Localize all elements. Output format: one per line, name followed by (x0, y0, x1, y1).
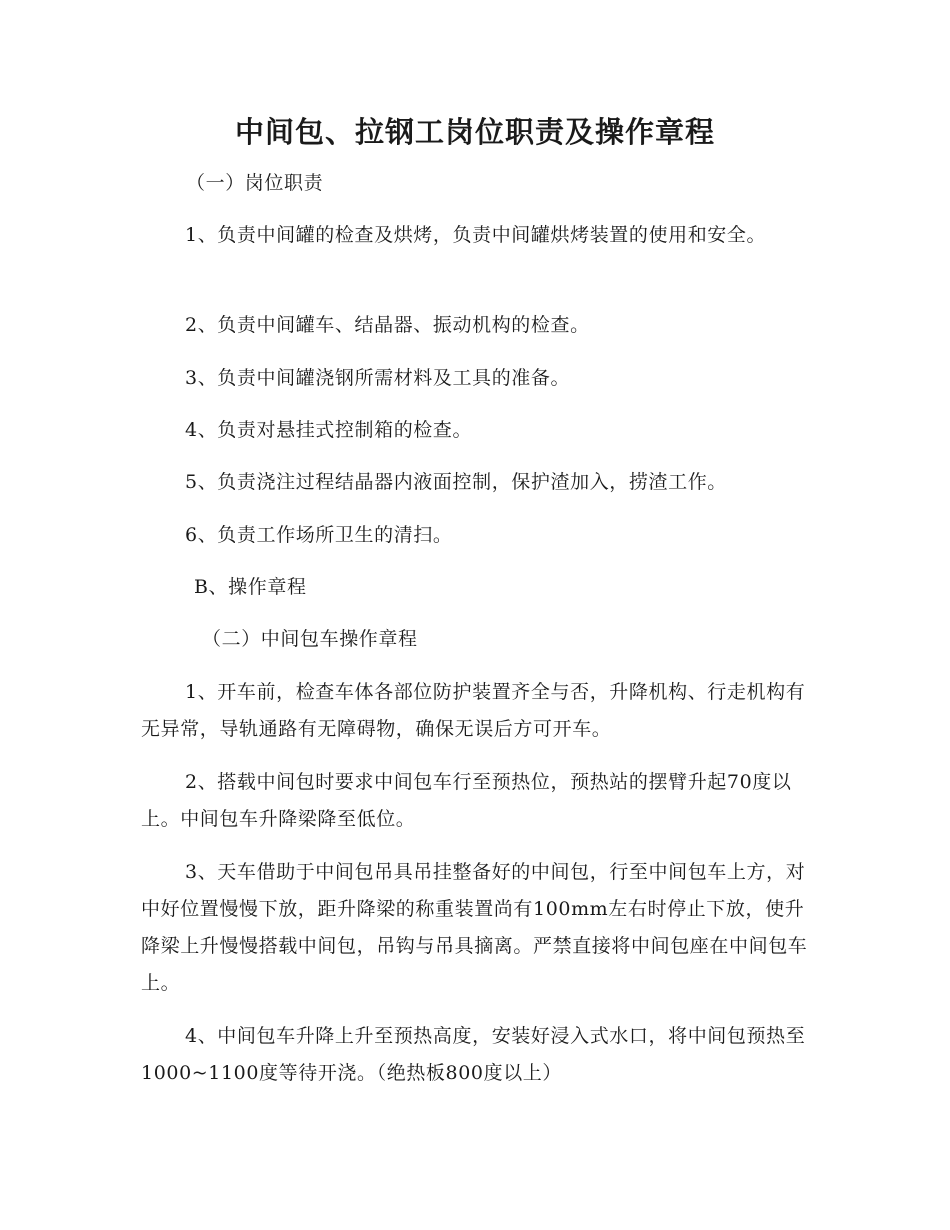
procedure-paragraph-1: 1、开车前，检查车体各部位防护装置齐全与否，升降机构、行走机构有无异常，导轨通路有无障碍物，确保无误后方可开车。 (141, 681, 806, 740)
duty-paragraph-1: 1、负责中间罐的检查及烘烤，负责中间罐烘烤装置的使用和安全。 (185, 224, 767, 246)
duty-paragraph-2: 2、负责中间罐车、结晶器、振动机构的检查。 (185, 314, 590, 336)
duty-paragraph-6: 6、负责工作场所卫生的清扫。 (185, 524, 453, 546)
part-b-heading: B、操作章程 (194, 576, 307, 598)
duty-paragraph-5: 5、负责浇注过程结晶器内液面控制，保护渣加入，捞渣工作。 (185, 471, 727, 493)
section-heading-procedures: （二）中间包车操作章程 (202, 628, 418, 650)
document-title: 中间包、拉钢工岗位职责及操作章程 (234, 115, 715, 149)
duty-paragraph-3: 3、负责中间罐浇钢所需材料及工具的准备。 (185, 367, 571, 389)
procedure-paragraph-2: 2、搭载中间包时要求中间包车行至预热位，预热站的摆臂升起70度以上。中间包车升降梁降至低位。 (141, 771, 792, 830)
section-heading-duties: （一）岗位职责 (186, 172, 324, 194)
procedure-paragraph-4: 4、中间包车升降上升至预热高度，安装好浸入式水口，将中间包预热至1000~1100度等待开浇。（绝热板800度以上） (141, 1025, 806, 1084)
duty-paragraph-4: 4、负责对悬挂式控制箱的检查。 (185, 419, 473, 441)
procedure-paragraph-3: 3、天车借助于中间包吊具吊挂整备好的中间包，行至中间包车上方，对中好位置慢慢下放，距升降梁的称重装置尚有100mm左右时停止下放，使升降梁上升慢慢搭载中间包，吊钩与吊具摘离。严禁直接将中间包座在中间包车上。 (141, 861, 808, 994)
